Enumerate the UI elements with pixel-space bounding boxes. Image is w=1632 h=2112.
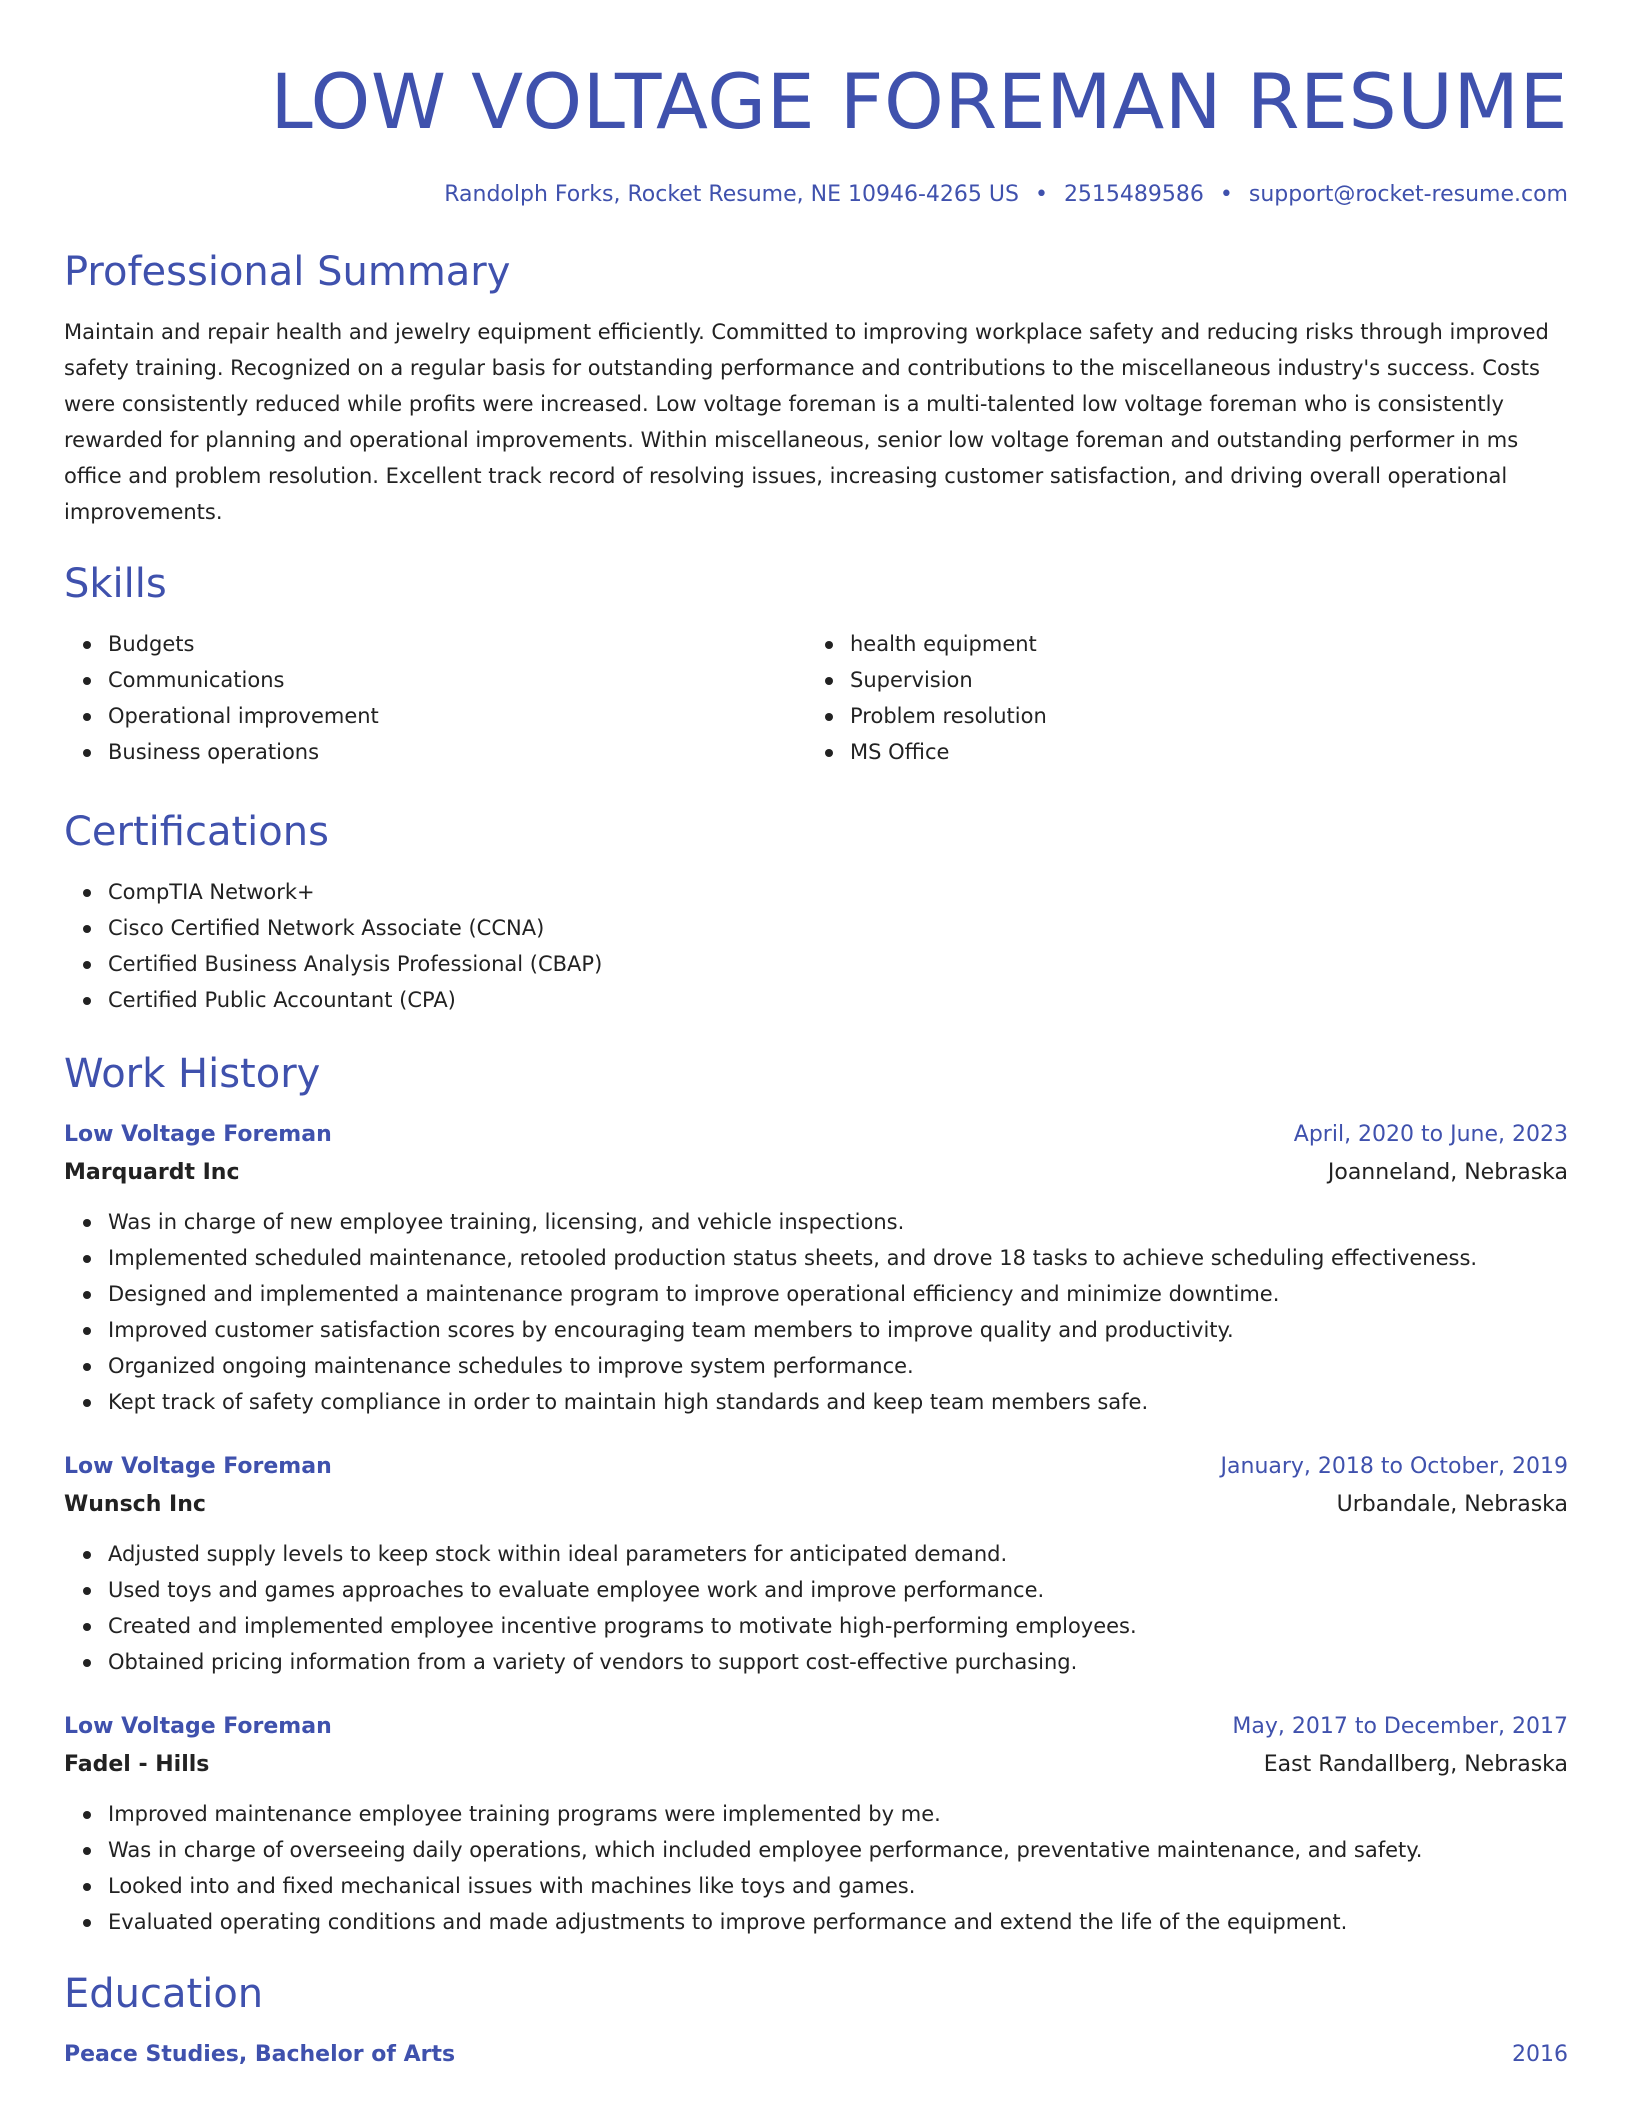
job-bullets xyxy=(64,1796,1568,1940)
job-location: Joanneland, Nebraska xyxy=(1327,1160,1568,1185)
job-bullet: Improved maintenance employee training programs were implemented by me. xyxy=(108,1796,1568,1832)
skill-item: Supervision xyxy=(850,662,1548,698)
job-bullet: Improved customer satisfaction scores by encouraging team members to improve quality and productivity. xyxy=(108,1312,1568,1348)
job-bullets xyxy=(64,1536,1568,1680)
education-year: 2016 xyxy=(1512,2042,1568,2067)
job-bullet: Used toys and games approaches to evaluate employee work and improve performance. xyxy=(108,1572,1568,1608)
education-degree: Peace Studies, Bachelor of Arts xyxy=(64,2042,456,2067)
skills-column-left xyxy=(64,626,806,770)
contact-email: support@rocket-resume.com xyxy=(1248,182,1568,207)
skill-item: MS Office xyxy=(850,734,1548,770)
job-bullets xyxy=(64,1204,1568,1420)
certification-item: Certified Public Accountant (CPA) xyxy=(108,982,1568,1018)
job-header-row xyxy=(64,1448,1568,1486)
skills-column-right xyxy=(806,626,1548,770)
certification-item: Cisco Certified Network Associate (CCNA) xyxy=(108,910,1568,946)
job-bullet: Adjusted supply levels to keep stock within ideal parameters for anticipated demand. xyxy=(108,1536,1568,1572)
certifications-heading: Certifications xyxy=(64,809,329,855)
contact-separator: • xyxy=(1219,182,1233,207)
certifications-list xyxy=(64,874,1568,1018)
job-entry xyxy=(64,1116,1568,1420)
job-dates: May, 2017 to December, 2017 xyxy=(1232,1714,1568,1739)
contact-separator: • xyxy=(1034,182,1048,207)
job-bullet: Kept track of safety compliance in order to maintain high standards and keep team members safe. xyxy=(108,1384,1568,1420)
job-bullet: Was in charge of overseeing daily operations, which included employee performance, preventative maintenance, and safety. xyxy=(108,1832,1568,1868)
work-history-heading: Work History xyxy=(64,1051,321,1097)
job-role: Low Voltage Foreman xyxy=(64,1454,332,1479)
job-bullet: Obtained pricing information from a variety of vendors to support cost-effective purchasing. xyxy=(108,1644,1568,1680)
resume-title: LOW VOLTAGE FOREMAN RESUME xyxy=(270,57,1568,146)
job-company-row xyxy=(64,1746,1568,1784)
skills-list-left xyxy=(64,626,806,770)
job-bullet: Implemented scheduled maintenance, retooled production status sheets, and drove 18 tasks to achieve scheduling effectiveness. xyxy=(108,1240,1568,1276)
job-bullet: Looked into and fixed mechanical issues with machines like toys and games. xyxy=(108,1868,1568,1904)
skill-item: Business operations xyxy=(108,734,806,770)
job-company: Wunsch Inc xyxy=(64,1492,206,1517)
job-header-row xyxy=(64,1116,1568,1154)
job-dates: April, 2020 to June, 2023 xyxy=(1293,1122,1568,1147)
job-company: Fadel - Hills xyxy=(64,1752,210,1777)
job-company-row xyxy=(64,1154,1568,1192)
job-role: Low Voltage Foreman xyxy=(64,1714,332,1739)
job-bullet: Was in charge of new employee training, licensing, and vehicle inspections. xyxy=(108,1204,1568,1240)
contact-line xyxy=(64,180,1568,210)
job-dates: January, 2018 to October, 2019 xyxy=(1220,1454,1568,1479)
resume-page xyxy=(64,0,1568,2074)
skills-grid xyxy=(64,626,1568,770)
contact-phone: 2515489586 xyxy=(1063,182,1204,207)
skill-item: Operational improvement xyxy=(108,698,806,734)
job-entry xyxy=(64,1448,1568,1680)
contact-address: Randolph Forks, Rocket Resume, NE 10946-4265 US xyxy=(444,182,1019,207)
job-role: Low Voltage Foreman xyxy=(64,1122,332,1147)
skills-heading: Skills xyxy=(64,561,167,607)
job-location: Urbandale, Nebraska xyxy=(1336,1492,1568,1517)
education-row xyxy=(64,2036,1568,2074)
skills-list-right xyxy=(806,626,1548,770)
job-header-row xyxy=(64,1708,1568,1746)
job-entry xyxy=(64,1708,1568,1940)
summary-heading: Professional Summary xyxy=(64,249,511,295)
job-location: East Randallberg, Nebraska xyxy=(1263,1752,1568,1777)
job-company: Marquardt Inc xyxy=(64,1160,240,1185)
certification-item: Certified Business Analysis Professional (CBAP) xyxy=(108,946,1568,982)
skill-item: Communications xyxy=(108,662,806,698)
summary-text: Maintain and repair health and jewelry equipment efficiently. Committed to improving workplace safety and reducing risks through improved safety training. Recognized on a regular basis for outstanding performance and contributions to the miscellaneous industry's success. Costs were consistently reduced while profits were increased. Low voltage foreman is a multi-talented low voltage foreman who is consistently rewarded for planning and operational improvements. Within miscellaneous, senior low voltage foreman and outstanding performer in ms office and problem resolution. Excellent track record of resolving issues, increasing customer satisfaction, and driving overall operational improvements. xyxy=(64,320,1549,524)
education-heading: Education xyxy=(64,1971,264,2017)
job-bullet: Designed and implemented a maintenance program to improve operational efficiency and minimize downtime. xyxy=(108,1276,1568,1312)
skill-item: Problem resolution xyxy=(850,698,1548,734)
skill-item: health equipment xyxy=(850,626,1548,662)
job-bullet: Evaluated operating conditions and made adjustments to improve performance and extend the life of the equipment. xyxy=(108,1904,1568,1940)
skill-item: Budgets xyxy=(108,626,806,662)
certification-item: CompTIA Network+ xyxy=(108,874,1568,910)
job-bullet: Created and implemented employee incentive programs to motivate high-performing employees. xyxy=(108,1608,1568,1644)
job-company-row xyxy=(64,1486,1568,1524)
job-bullet: Organized ongoing maintenance schedules to improve system performance. xyxy=(108,1348,1568,1384)
